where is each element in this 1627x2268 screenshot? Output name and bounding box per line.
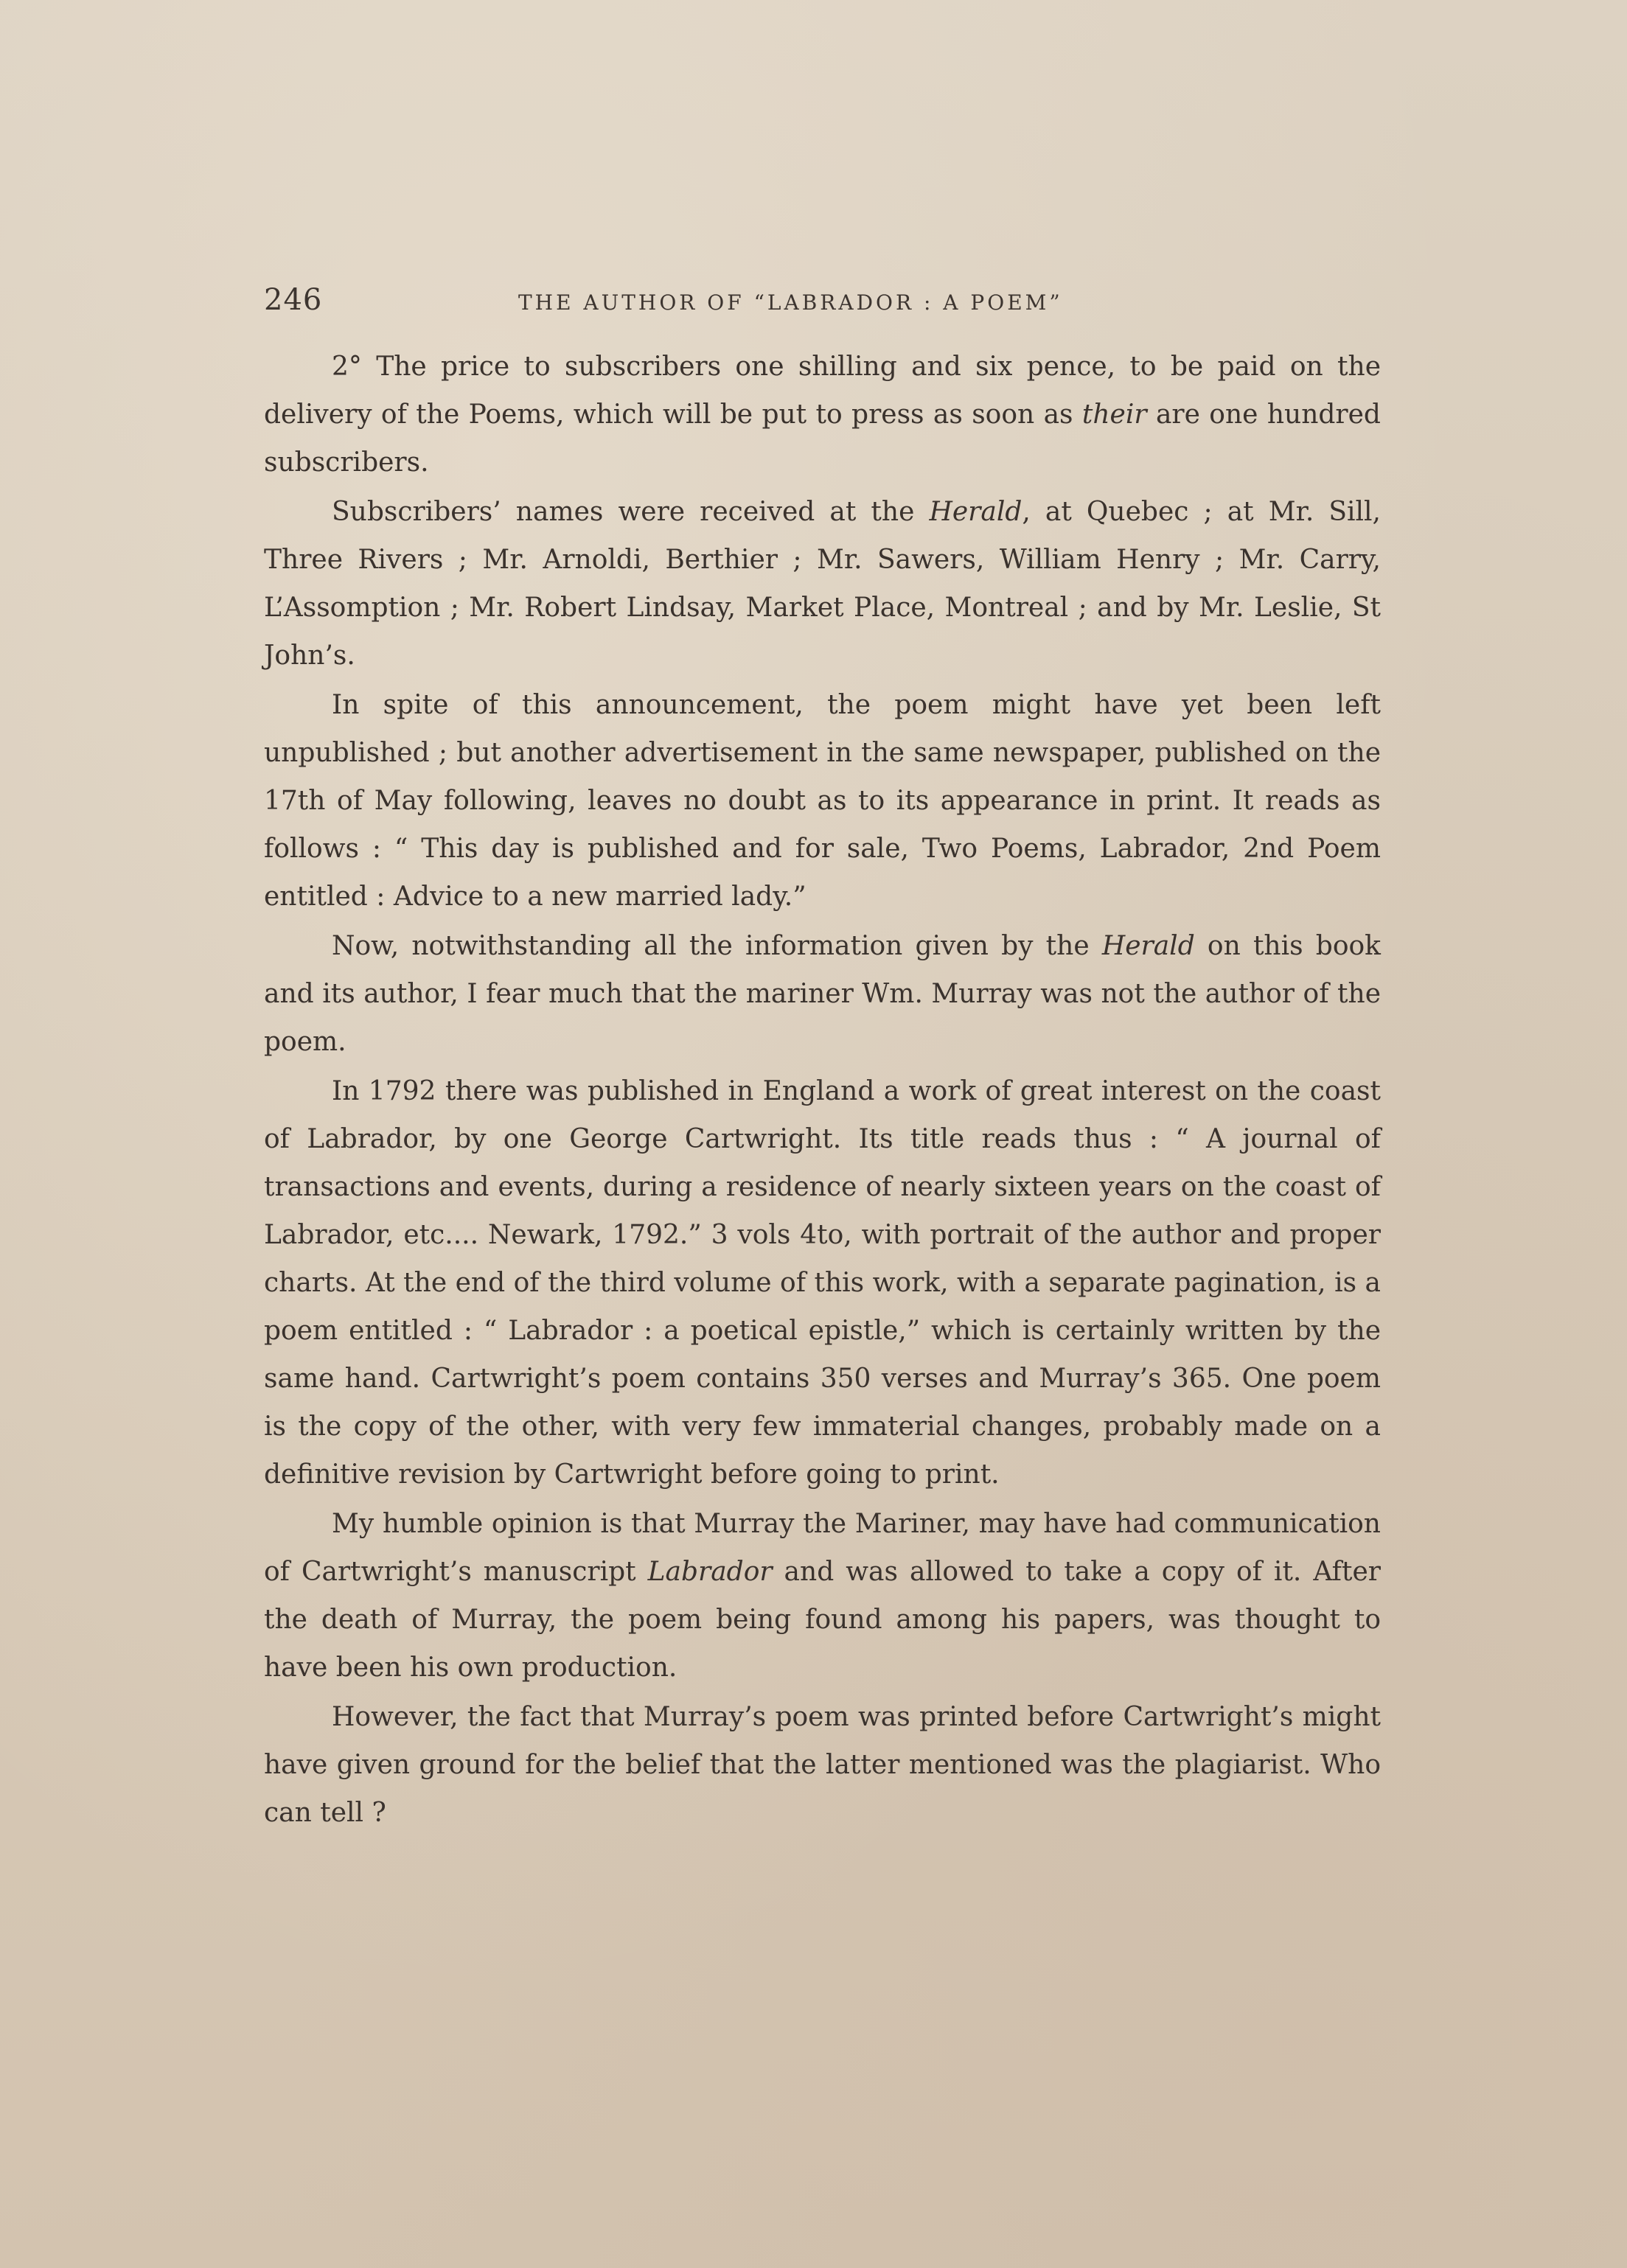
paragraph: However, the fact that Murray’s poem was printed before Cartwright’s might have given ground for the belief that the latter mentioned was the plagiarist. Who can tell ? <box>264 1702 1381 1828</box>
paragraph: In 1792 there was published in England a work of great interest on the coast of Labrador, by one George Cartwright. Its title reads thus : “ A journal of transactions and events, during a residence of nearly sixteen years on the coast of Labrador, etc.... Newark, 1792.” 3 vols 4to, with portrait of the author and proper charts. At the end of the third volume of this work, with a separate pagination, is a poem entitled : “ Labrador : a poetical epistle,” which is certainly written by the same hand. Cartwright’s poem contains 350 verses and Murray’s 365. One poem is the copy of the other, with very few immaterial changes, probably made on a definitive revision by Cartwright before going to print. <box>264 1076 1381 1490</box>
running-title: THE AUTHOR OF “LABRADOR : A POEM” <box>518 290 1063 315</box>
page-header <box>264 279 1381 323</box>
italic-word: Labrador <box>647 1557 773 1587</box>
paragraph: 2° The price to subscribers one shilling and six pence, to be paid on the delivery of the Poems, which will be put to press as soon as their are one hundred subscribers. <box>264 352 1381 478</box>
italic-word: their <box>1081 399 1147 430</box>
body-text <box>264 343 1381 1838</box>
italic-word: Herald <box>929 497 1022 527</box>
paragraph: My humble opinion is that Murray the Mariner, may have had communication of Cartwright’s manuscript Labrador and was allowed to take a copy of it. After the death of Murray, the poem being found among his papers, was thought to have been his own production. <box>264 1509 1381 1683</box>
paragraph: In spite of this announcement, the poem might have yet been left unpublished ; but another advertisement in the same newspaper, published on the 17th of May following, leaves no doubt as to its appearance in print. It reads as follows : “ This day is published and for sale, Two Poems, Labrador, 2nd Poem entitled : Advice to a new married lady.” <box>264 690 1381 912</box>
paragraph: Now, notwithstanding all the information given by the Herald on this book and its author, I fear much that the mariner Wm. Murray was not the author of the poem. <box>264 931 1381 1057</box>
page-number: 246 <box>264 283 323 317</box>
paragraph: Subscribers’ names were received at the Herald, at Quebec ; at Mr. Sill, Three Rivers ; Mr. Arnoldi, Berthier ; Mr. Sawers, William Henry ; Mr. Carry, L’Assomption ; Mr. Robert Lindsay, Market Place, Montreal ; and by Mr. Leslie, St John’s. <box>264 497 1381 671</box>
italic-word: Herald <box>1101 931 1195 961</box>
